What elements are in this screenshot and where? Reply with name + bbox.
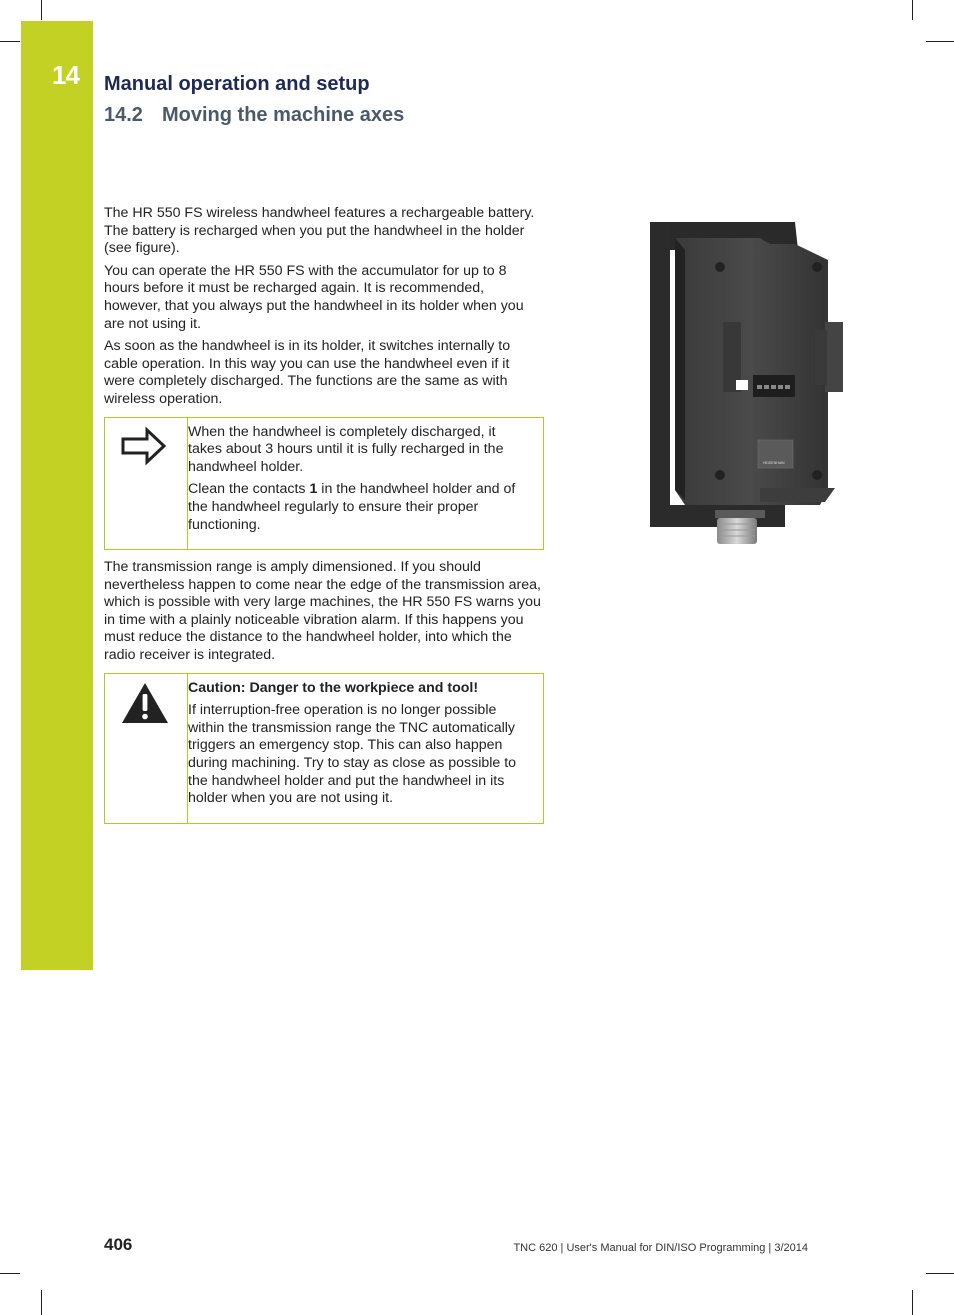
- crop-mark: [926, 1273, 954, 1274]
- crop-mark: [926, 41, 954, 42]
- note-text: Clean the contacts 1 in the handwheel holder and of the handwheel regularly to ensure their proper functioning.: [188, 481, 516, 533]
- crop-mark: [41, 1290, 42, 1315]
- note-text: When the handwheel is completely discharged, it takes about 3 hours until it is fully recharged in the handwheel holder.: [188, 423, 504, 475]
- page-number: 406: [104, 1235, 133, 1254]
- crop-mark: [912, 0, 913, 20]
- note-box: [104, 417, 544, 551]
- chapter-number: 14: [52, 60, 79, 90]
- caution-title: Caution: Danger to the workpiece and tool!: [188, 679, 479, 696]
- crop-mark: [0, 1273, 20, 1274]
- caution-text: If interruption-free operation is no longer possible within the transmission range the TNC automatically triggers an emergency stop. This can also happen during machining. Try to stay as close as possible to the handwheel holder and put the handwheel in its holder when you are not using it.: [188, 702, 517, 807]
- paragraph: The transmission range is amply dimensioned. If you should nevertheless happen to come near the edge of the transmission area, which is possible with very large machines, the HR 550 FS warns you in time with a plainly noticeable vibration alarm. If this happens you must reduce the distance to the handwheel holder, into which the radio receiver is integrated.: [104, 559, 541, 664]
- section-title: Moving the machine axes: [162, 104, 405, 126]
- label-text: HEIDENHAIN: [763, 461, 785, 465]
- callout-number: 1: [309, 481, 318, 498]
- crop-mark: [912, 1290, 913, 1315]
- section-heading: [104, 104, 404, 127]
- handwheel-holder-figure: [645, 210, 850, 546]
- warning-triangle-icon: [120, 680, 170, 726]
- arrow-right-icon: [120, 426, 168, 466]
- chapter-title: Manual operation and setup: [104, 73, 370, 95]
- crop-mark: [41, 0, 42, 20]
- paragraph: The HR 550 FS wireless handwheel features a rechargeable battery. The battery is recharged when you put the handwheel in the holder (see figure).: [104, 205, 535, 257]
- section-number: 14.2: [104, 104, 143, 126]
- paragraph: You can operate the HR 550 FS with the accumulator for up to 8 hours before it must be recharged again. It is recommended, however, that you always put the handwheel in its holder when you are not using it.: [104, 262, 524, 332]
- main-text: [104, 205, 544, 833]
- paragraph: As soon as the handwheel is in its holder, it switches internally to cable operation. In this way you can use the handwheel even if it were completely discharged. The functions are the same as with wireless operation.: [104, 338, 511, 407]
- crop-mark: [0, 41, 20, 42]
- footer-text: TNC 620 | User's Manual for DIN/ISO Programming | 3/2014: [513, 1242, 808, 1254]
- chapter-sidebar: [21, 21, 93, 970]
- caution-box: [104, 673, 544, 824]
